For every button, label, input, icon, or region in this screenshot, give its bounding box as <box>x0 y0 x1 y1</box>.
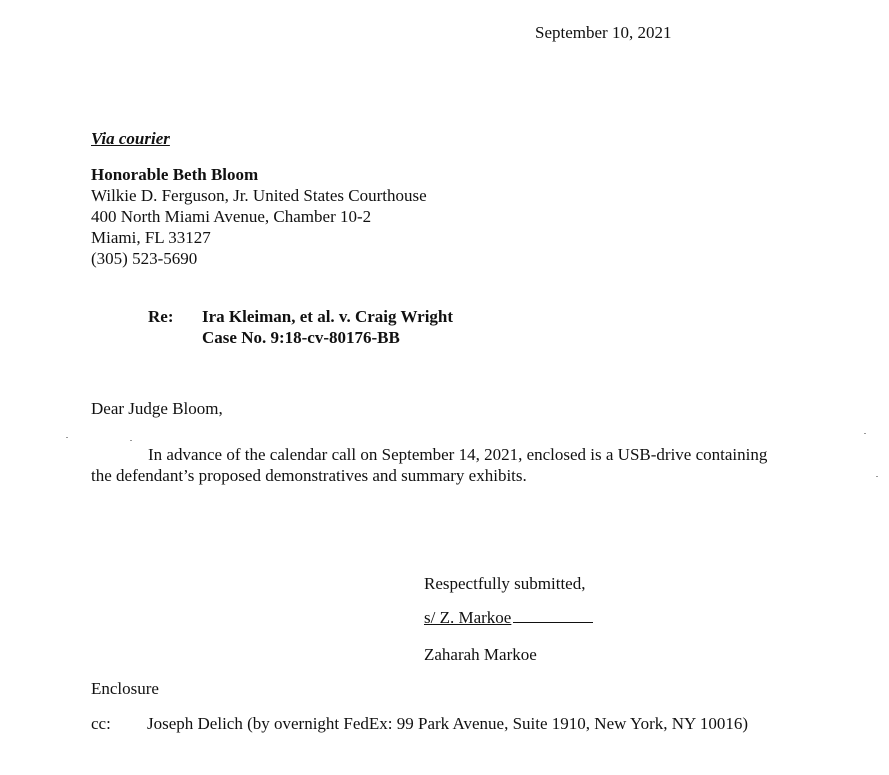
scan-speck <box>876 476 878 477</box>
cc-label: cc: <box>91 714 111 733</box>
letter-date: September 10, 2021 <box>535 23 672 42</box>
salutation: Dear Judge Bloom, <box>91 399 223 418</box>
re-block <box>202 306 453 348</box>
enclosure-note: Enclosure <box>91 679 159 698</box>
body-line: the defendant’s proposed demonstratives and summary exhibits. <box>91 466 527 485</box>
scan-speck <box>130 440 132 441</box>
scan-speck <box>66 437 68 438</box>
cc-recipient: Joseph Delich (by overnight FedEx: 99 Park Avenue, Suite 1910, New York, NY 10016) <box>147 714 749 733</box>
recipient-address-line: 400 North Miami Avenue, Chamber 10-2 <box>91 207 372 226</box>
signature-line <box>424 607 593 628</box>
recipient-address-line: Miami, FL 33127 <box>91 228 211 247</box>
delivery-method: Via courier <box>91 129 170 148</box>
body-paragraph <box>91 444 821 486</box>
case-title: Ira Kleiman, et al. v. Craig Wright <box>202 307 454 326</box>
body-line: In advance of the calendar call on September 14, 2021, enclosed is a USB-drive containing <box>148 445 768 464</box>
closing: Respectfully submitted, <box>424 574 586 593</box>
recipient-name: Honorable Beth Bloom <box>91 165 259 184</box>
recipient-phone: (305) 523-5690 <box>91 249 198 268</box>
recipient-address-block <box>91 164 427 269</box>
signature: s/ Z. Markoe <box>424 608 512 627</box>
signature-underline <box>513 608 593 623</box>
re-label: Re: <box>148 307 174 326</box>
recipient-address-line: Wilkie D. Ferguson, Jr. United States Courthouse <box>91 186 427 205</box>
signer-name: Zaharah Markoe <box>424 645 537 664</box>
scan-speck <box>864 433 866 434</box>
case-number: Case No. 9:18-cv-80176-BB <box>202 328 400 347</box>
